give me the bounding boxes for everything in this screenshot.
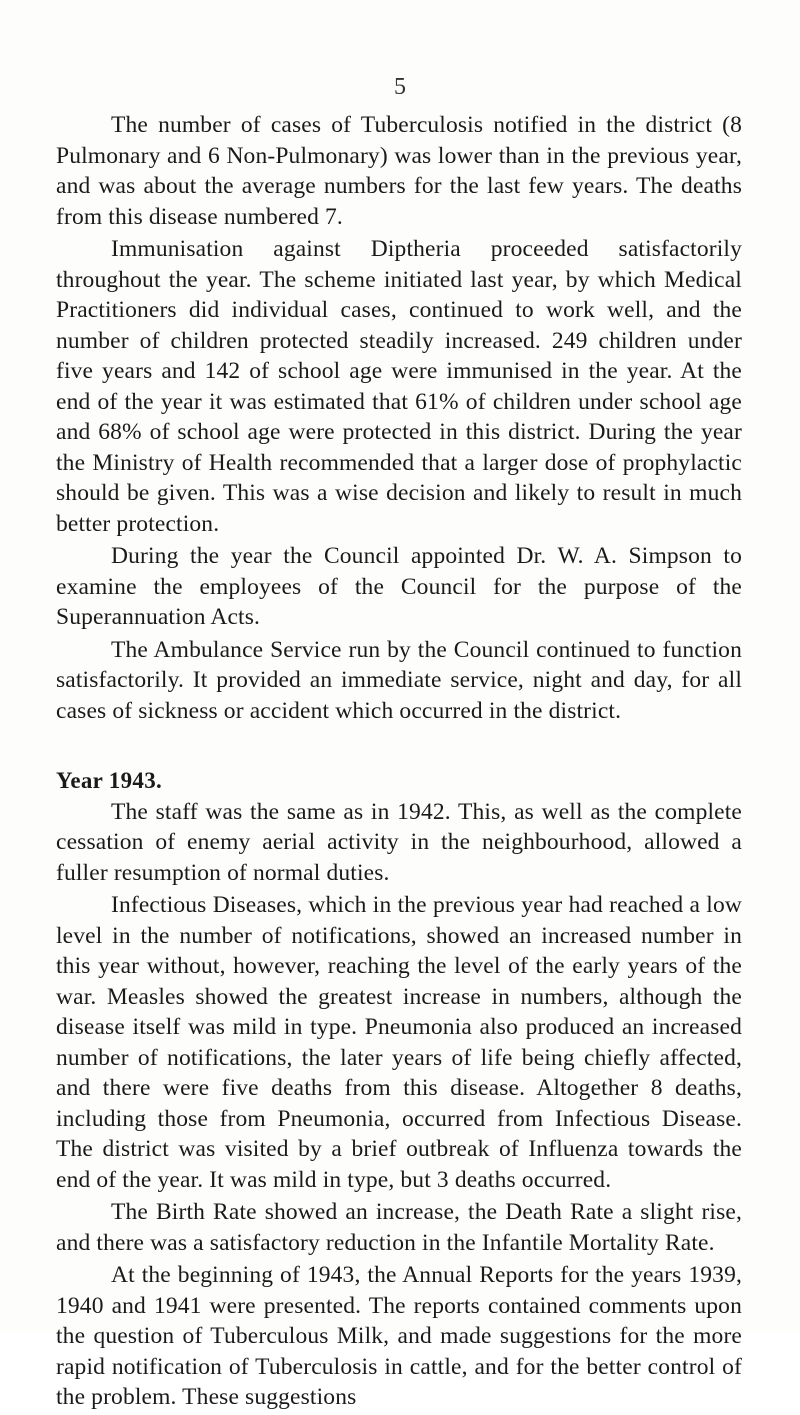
document-body xyxy=(56,110,742,1415)
paragraph-birth-rate: The Birth Rate showed an increase, the Death Rate a slight rise, and there was a satisfactory reduction in the Infantile Mortality Rate. xyxy=(56,1199,742,1256)
paragraph-annual-reports: At the beginning of 1943, the Annual Reports for the years 1939, 1940 and 1941 were presented. The reports contained comments upon the question of Tuberculous Milk, and made suggestions for the more rapid notification of Tuberculosis in cattle, and for the better control of the problem. These suggestions xyxy=(56,1262,742,1410)
paragraph-tuberculosis: The number of cases of Tuberculosis notified in the district (8 Pulmonary and 6 Non-Pulmonary) was lower than in the previous year, and was about the average numbers for the last few years. The deaths from this disease numbered 7. xyxy=(56,112,742,230)
paragraph-immunisation: Immunisation against Diptheria proceeded satisfactorily throughout the year. The scheme initiated last year, by which Medical Practitioners did individual cases, continued to work well, and the number of children protected steadily increased. 249 children under five years and 142 of school age were immunised in the year. At the end of the year it was estimated that 61% of children under school age and 68% of school age were protected in this district. During the year the Ministry of Health recommended that a larger dose of prophylactic should be given. This was a wise decision and likely to result in much better protection. xyxy=(56,236,742,537)
paragraph-ambulance: The Ambulance Service run by the Council continued to function satisfactorily. It provided an immediate service, night and day, for all cases of sickness or accident which occurred in the district. xyxy=(56,636,742,724)
section-heading-1943: Year 1943. xyxy=(56,768,163,793)
paragraph-superannuation: During the year the Council appointed Dr. W. A. Simpson to examine the employees of the Council for the purpose of the Superannuation Acts. xyxy=(56,543,742,630)
paragraph-staff: The staff was the same as in 1942. This, as well as the complete cessation of enemy aerial activity in the neighbourhood, allowed a fuller resumption of normal duties. xyxy=(56,798,742,886)
paragraph-infectious-diseases: Infectious Diseases, which in the previous year had reached a low level in the number of notifications, showed an increased number in this year without, however, reaching the level of the early years of the war. Measles showed the greatest increase in numbers, although the disease itself was mild in type. Pneumonia also produced an increased number of notifications, the later years of life being chiefly affected, and there were five deaths from this disease. Altogether 8 deaths, including those from Pneumonia, occurred from Infectious Disease. The district was visited by a brief outbreak of Influenza towards the end of the year. It was mild in type, but 3 deaths occurred. xyxy=(56,892,742,1193)
page-number: 5 xyxy=(394,74,406,100)
